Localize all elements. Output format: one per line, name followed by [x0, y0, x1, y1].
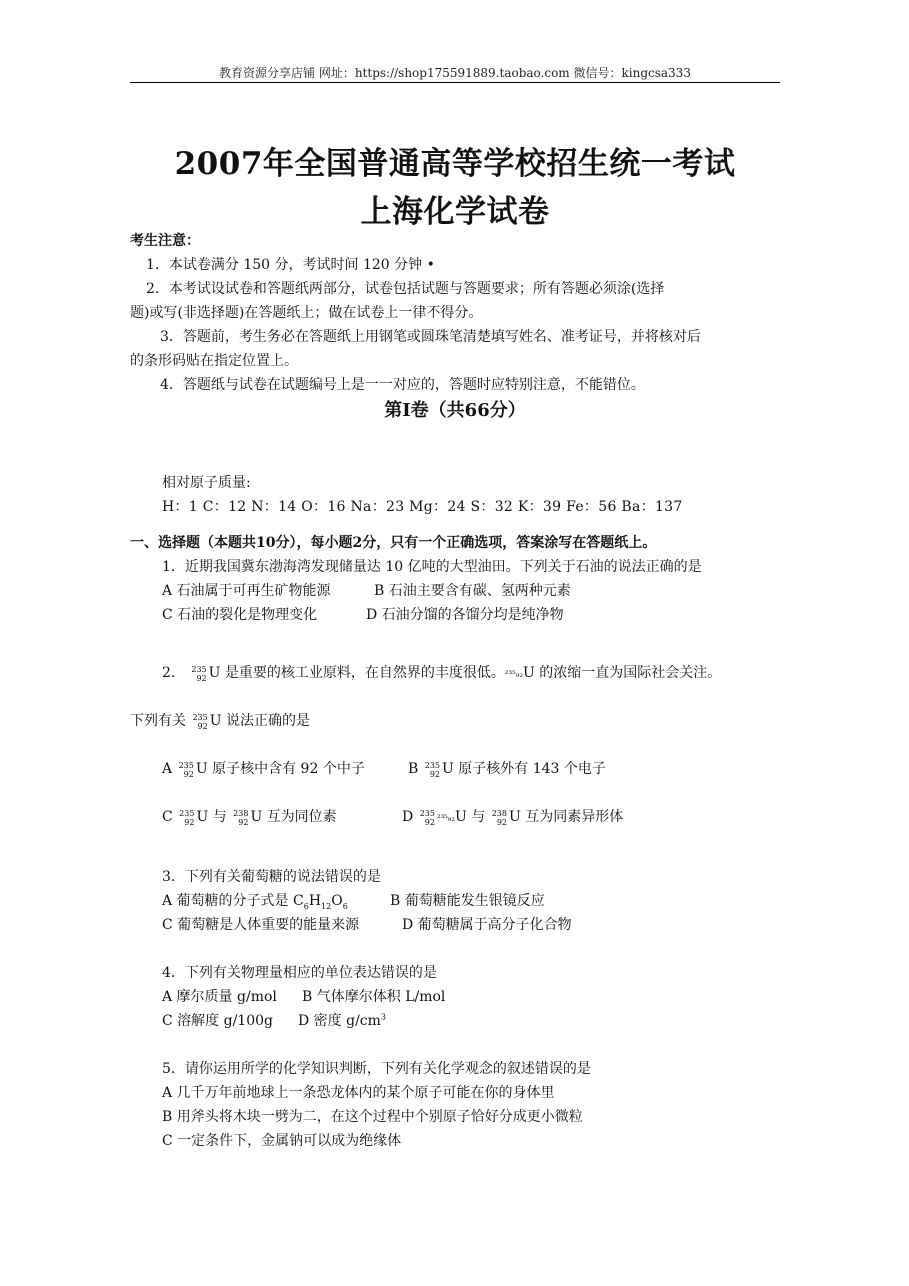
notice-heading: 考生注意：	[130, 233, 200, 249]
q3-option-c: C 葡萄糖是人体重要的能量来源	[162, 917, 360, 933]
atomic-mass-label: 相对原子质量:	[162, 475, 251, 491]
inline-nuclide-u235: ²³⁵₉₂	[504, 670, 523, 680]
notice-item-2a: 2．本考试设试卷和答题纸两部分，试卷包括试题与答题要求；所有答题必须涂(选择	[146, 281, 665, 297]
q2-stem-line1	[162, 662, 721, 683]
q2-stem-b: U 的浓缩一直为国际社会关注。	[522, 665, 722, 681]
q1-option-b: B 石油主要含有碳、氢两种元素	[374, 583, 571, 599]
notice-item-1: 1．本试卷满分 150 分，考试时间 120 分钟 •	[146, 257, 435, 273]
q4-option-c: C 溶解度 g/100g	[162, 1013, 273, 1029]
notice-item-2b: 题)或写(非选择题)在答题纸上；做在试卷上一律不得分。	[130, 305, 483, 321]
header-divider	[130, 82, 780, 83]
q1-option-c: C 石油的裂化是物理变化	[162, 607, 318, 623]
exam-title-line1: 2007年全国普通高等学校招生统一考试	[174, 146, 736, 182]
q5-option-a: A 几千万年前地球上一条恐龙体内的某个原子可能在你的身体里	[162, 1085, 555, 1101]
q4-stem: 4．下列有关物理量相应的单位表达错误的是	[162, 965, 437, 981]
q2-option-c: C 235 92 U 与 238 92 U 互为同位素	[162, 809, 337, 827]
q5-option-b: B 用斧头将木块一劈为二，在这个过程中个别原子恰好分成更小微粒	[162, 1109, 583, 1125]
nuclide-u235: 235 92	[424, 761, 441, 779]
q2-option-a: A 235 92 U 原子核中含有 92 个中子	[162, 761, 365, 779]
q2-stem-line2: 下列有关 235 92 U 说法正确的是	[130, 713, 310, 731]
notice-item-3b: 的条形码贴在指定位置上。	[130, 353, 298, 369]
part1-title: 第I卷（共66分）	[384, 400, 526, 421]
q1-option-d: D 石油分馏的各馏分均是纯净物	[366, 607, 564, 623]
section1-heading: 一、选择题（本题共10分），每小题2分，只有一个正确选项，答案涂写在答题纸上。	[130, 535, 657, 551]
q3-stem: 3．下列有关葡萄糖的说法错误的是	[162, 869, 381, 885]
nuclide-u235: 235 92	[192, 713, 208, 731]
exam-title-line2: 上海化学试卷	[360, 194, 550, 230]
q4-option-d: D 密度 $g/cm^3$	[298, 1012, 387, 1029]
nuclide-u235: 235 92	[179, 809, 195, 827]
atomic-mass-values: H：1 C：12 N：14 O：16 Na：23 Mg：24 S：32 K：39 Fe：56 Ba：137	[162, 499, 683, 515]
nuclide-u238: 238 92	[233, 809, 249, 827]
q5-stem: 5．请你运用所学的化学知识判断，下列有关化学观念的叙述错误的是	[162, 1061, 591, 1077]
nuclide-u235: 235 92	[191, 665, 207, 683]
page-header: 教育资源分享店铺 网址：https://shop175591889.taobao.com 微信号：kingcsa333	[219, 66, 691, 80]
nuclide-u235: 235 92	[419, 809, 435, 827]
notice-item-3a: 3．答题前，考生务必在答题纸上用钢笔或圆珠笔清楚填写姓名、准考证号，并将核对后	[160, 329, 701, 345]
q2-option-d: D 235 92 ²³⁵₉₂U 与 238 92 U 互为同素异形体	[402, 809, 624, 827]
q2-number: 2．	[162, 665, 185, 681]
q3-option-d: D 葡萄糖属于高分子化合物	[402, 917, 572, 933]
nuclide-u238: 238 92	[491, 809, 507, 827]
nuclide-u235: 235 92	[178, 761, 194, 779]
q4-option-a: A 摩尔质量 g/mol	[162, 989, 277, 1005]
q3-option-b: B 葡萄糖能发生银镜反应	[390, 893, 545, 909]
q2-option-b: B 235 92 U 原子核外有 143 个电子	[408, 761, 606, 779]
q3-option-a: A 葡萄糖的分子式是 $C_6H_{12}O_6$	[162, 893, 348, 911]
notice-item-4: 4．答题纸与试卷在试题编号上是一一对应的，答题时应特别注意，不能错位。	[160, 377, 645, 393]
q1-option-a: A 石油属于可再生矿物能源	[162, 583, 331, 599]
q5-option-c: C 一定条件下，金属钠可以成为绝缘体	[162, 1133, 402, 1149]
q1-stem: 1．近期我国冀东渤海湾发现储量达 10 亿吨的大型油田。下列关于石油的说法正确的是	[162, 559, 702, 575]
q4-option-b: B 气体摩尔体积 L/mol	[302, 989, 446, 1005]
q2-stem-a: U 是重要的核工业原料，在自然界的丰度很低。	[208, 665, 505, 681]
